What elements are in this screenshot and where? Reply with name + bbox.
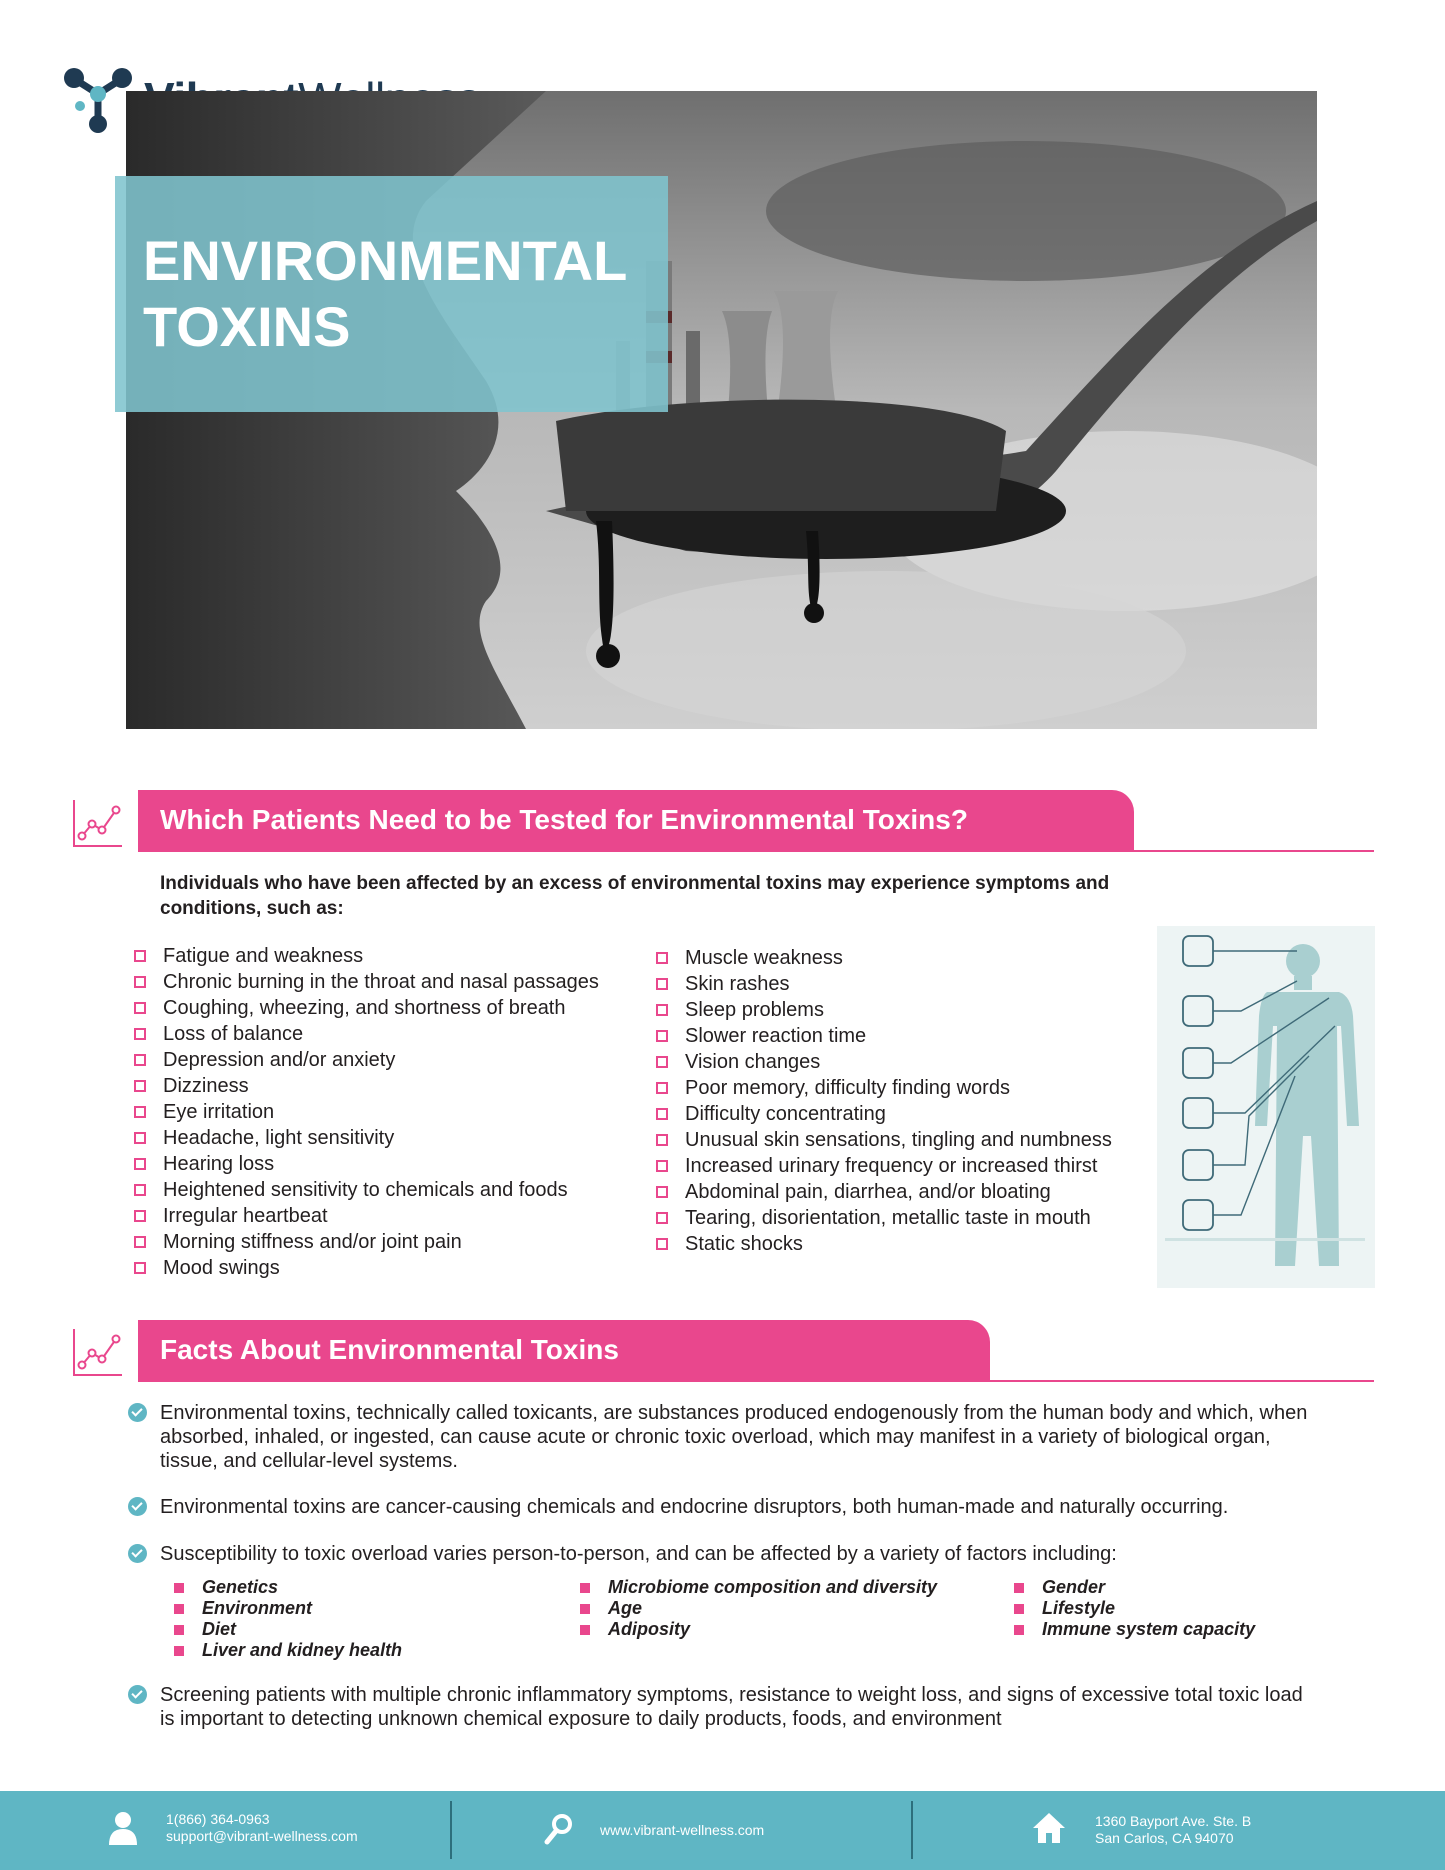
search-icon [544, 1813, 574, 1845]
symptom-item: Vision changes [652, 1049, 1112, 1075]
page-title: ENVIRONMENTAL TOXINS [143, 229, 628, 358]
factor-item: Diet [172, 1619, 402, 1640]
body-organ-figure [1157, 926, 1375, 1288]
fact-item: Screening patients with multiple chronic inflammatory symptoms, resistance to weight loss, and signs of excessive total toxic load is important to detecting unknown chemical exposure to daily products, foods, and environment [128, 1683, 1308, 1731]
symptom-item: Dizziness [130, 1073, 599, 1099]
section-divider [138, 850, 1374, 852]
symptom-item: Irregular heartbeat [130, 1203, 599, 1229]
footer-divider [911, 1801, 913, 1859]
factor-item: Age [578, 1598, 937, 1619]
symptom-item: Difficulty concentrating [652, 1101, 1112, 1127]
footer-website[interactable]: www.vibrant-wellness.com [600, 1822, 765, 1838]
footer-email[interactable]: support@vibrant-wellness.com [166, 1828, 358, 1844]
fact-item: Environmental toxins, technically called toxicants, are substances produced endogenously from the human body and which, when absorbed, inhaled, or ingested, can cause acute or chronic toxic overload, which may manifest in a variety of biological organ, tissue, and cellular-level systems. [128, 1401, 1308, 1473]
symptom-item: Depression and/or anxiety [130, 1047, 599, 1073]
chart-line-icon [70, 796, 124, 850]
factor-list-2 [578, 1577, 937, 1640]
factor-item: Gender [1012, 1577, 1255, 1598]
factor-list-1 [172, 1577, 402, 1661]
symptom-item: Mood swings [130, 1255, 599, 1281]
factor-item: Genetics [172, 1577, 402, 1598]
footer-address-1: 1360 Bayport Ave. Ste. B [1095, 1813, 1252, 1829]
person-icon [108, 1811, 138, 1845]
symptom-item: Fatigue and weakness [130, 943, 599, 969]
factor-item: Liver and kidney health [172, 1640, 402, 1661]
symptom-item: Slower reaction time [652, 1023, 1112, 1049]
symptom-item: Sleep problems [652, 997, 1112, 1023]
symptom-item: Coughing, wheezing, and shortness of breath [130, 995, 599, 1021]
symptom-item: Skin rashes [652, 971, 1112, 997]
factor-list-3 [1012, 1577, 1255, 1640]
section-divider [138, 1380, 1374, 1382]
symptom-item: Unusual skin sensations, tingling and numbness [652, 1127, 1112, 1153]
fact-item: Susceptibility to toxic overload varies person-to-person, and can be affected by a variety of factors including: [128, 1542, 1308, 1566]
factor-item: Immune system capacity [1012, 1619, 1255, 1640]
symptom-item: Muscle weakness [652, 945, 1112, 971]
symptom-item: Poor memory, difficulty finding words [652, 1075, 1112, 1101]
symptom-item: Abdominal pain, diarrhea, and/or bloating [652, 1179, 1112, 1205]
footer-address-2: San Carlos, CA 94070 [1095, 1830, 1234, 1846]
symptom-item: Tearing, disorientation, metallic taste in mouth [652, 1205, 1112, 1231]
check-circle-icon [128, 1403, 147, 1422]
fact-item: Environmental toxins are cancer-causing chemicals and endocrine disruptors, both human-made and naturally occurring. [128, 1495, 1308, 1519]
symptom-item: Heightened sensitivity to chemicals and foods [130, 1177, 599, 1203]
symptom-list-left [130, 943, 599, 1281]
home-icon [1032, 1811, 1066, 1845]
symptom-item: Eye irritation [130, 1099, 599, 1125]
symptom-item: Static shocks [652, 1231, 1112, 1257]
section-header-patients: Which Patients Need to be Tested for Environmental Toxins? [138, 790, 1134, 850]
check-circle-icon [128, 1544, 147, 1563]
symptom-item: Increased urinary frequency or increased thirst [652, 1153, 1112, 1179]
page-footer [0, 1791, 1445, 1870]
factor-item: Microbiome composition and diversity [578, 1577, 937, 1598]
symptom-item: Chronic burning in the throat and nasal passages [130, 969, 599, 995]
footer-divider [450, 1801, 452, 1859]
symptom-item: Loss of balance [130, 1021, 599, 1047]
symptom-item: Morning stiffness and/or joint pain [130, 1229, 599, 1255]
section-intro: Individuals who have been affected by an excess of environmental toxins may experience symptoms and conditions, such as: [160, 873, 1110, 919]
chart-line-icon [70, 1325, 124, 1379]
symptom-item: Hearing loss [130, 1151, 599, 1177]
check-circle-icon [128, 1497, 147, 1516]
factor-item: Lifestyle [1012, 1598, 1255, 1619]
section-header-facts: Facts About Environmental Toxins [138, 1320, 990, 1380]
symptom-item: Headache, light sensitivity [130, 1125, 599, 1151]
logo-molecule-icon [62, 64, 134, 134]
check-circle-icon [128, 1685, 147, 1704]
factor-item: Environment [172, 1598, 402, 1619]
factor-item: Adiposity [578, 1619, 937, 1640]
symptom-list-right [652, 945, 1112, 1257]
footer-phone[interactable]: 1(866) 364-0963 [166, 1811, 270, 1827]
